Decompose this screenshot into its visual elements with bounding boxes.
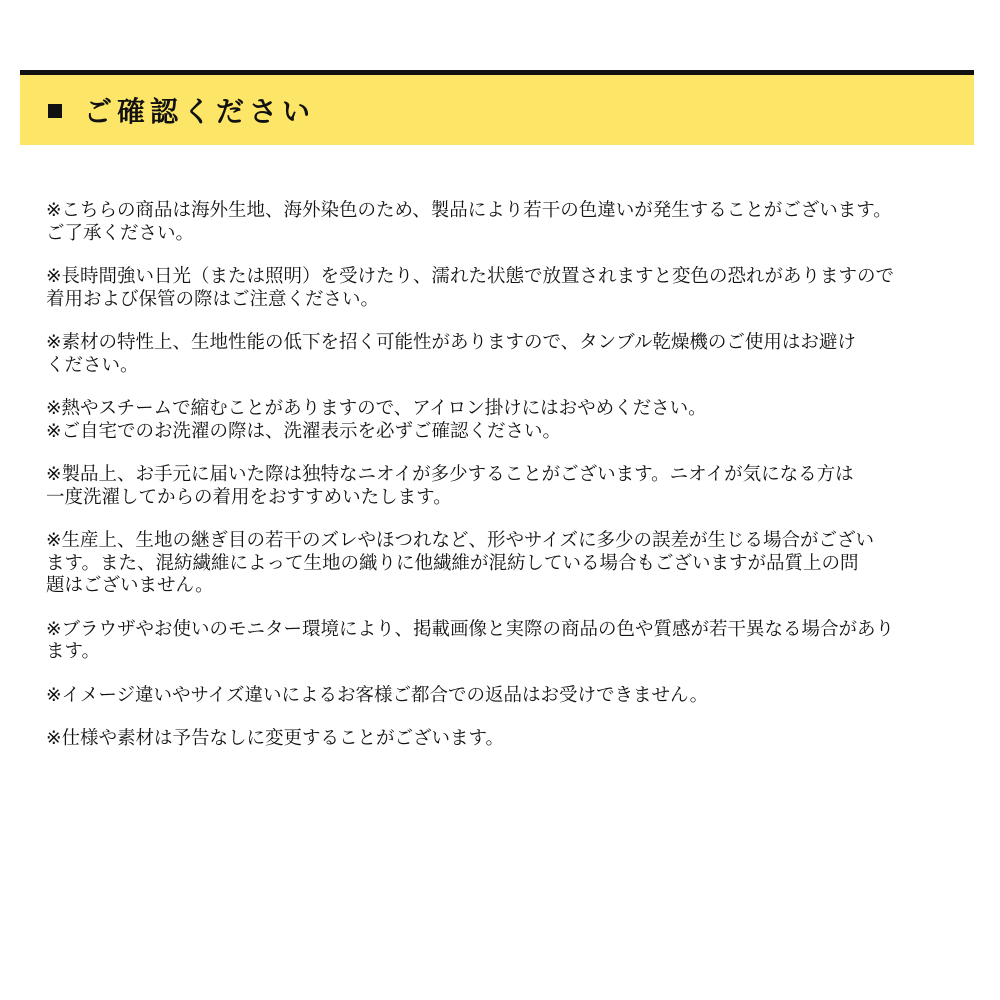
note-line: ※イメージ違いやサイズ違いによるお客様ご都合での返品はお受けできません。	[46, 684, 709, 706]
note-line: ※生産上、生地の継ぎ目の若干のズレやほつれなど、形やサイズに多少の誤差が生じる場合がござい	[46, 530, 875, 551]
note-line: ます。	[46, 641, 101, 662]
note-sunlight-discoloration	[46, 266, 976, 311]
note-line: ※仕様や素材は予告なしに変更することがございます。	[46, 728, 505, 749]
black-square-icon	[48, 104, 62, 118]
note-production-tolerance	[46, 530, 976, 598]
note-returns	[46, 685, 976, 708]
note-line: ください。	[46, 354, 139, 376]
note-line: ※素材の特性上、生地性能の低下を招く可能性がありますので、タンブル乾燥機のご使用はお避け	[46, 332, 856, 353]
note-line: ※ご自宅でのお洗濯の際は、洗濯表示を必ずご確認ください。	[46, 420, 562, 442]
note-line: ご了承ください。	[46, 222, 195, 244]
notice-header	[20, 70, 974, 145]
note-home-washing	[46, 421, 976, 444]
note-line: ます。また、混紡繊維によって生地の織りに他繊維が混紡している場合もございますが品質上の問	[46, 552, 859, 574]
note-line: 着用および保管の際はご注意ください。	[46, 288, 380, 310]
note-line: ※ブラウザやお使いのモニター環境により、掲載画像と実際の商品の色や質感が若干異なる場合があり	[46, 618, 895, 640]
note-color-variation	[46, 200, 976, 245]
note-line: 題はございません。	[46, 575, 214, 596]
note-line: ※熱やスチームで縮むことがありますので、アイロン掛けにはおやめください。	[46, 398, 707, 419]
notes-list	[46, 200, 976, 772]
note-line: ※製品上、お手元に届いた際は独特なニオイが多少することがございます。ニオイが気になる方は	[46, 464, 854, 485]
note-line: ※長時間強い日光（または照明）を受けたり、濡れた状態で放置されますと変色の恐れがありますので	[46, 266, 895, 287]
note-spec-changes	[46, 728, 976, 751]
note-odor	[46, 464, 976, 509]
notice-title: ご確認ください	[84, 95, 316, 128]
note-line: 一度洗濯してからの着用をおすすめいたします。	[46, 486, 452, 508]
note-tumble-dryer	[46, 332, 976, 377]
note-line: ※こちらの商品は海外生地、海外染色のため、製品により若干の色違いが発生することがございます。	[46, 200, 892, 221]
note-ironing	[46, 398, 976, 421]
note-monitor-color	[46, 619, 976, 664]
